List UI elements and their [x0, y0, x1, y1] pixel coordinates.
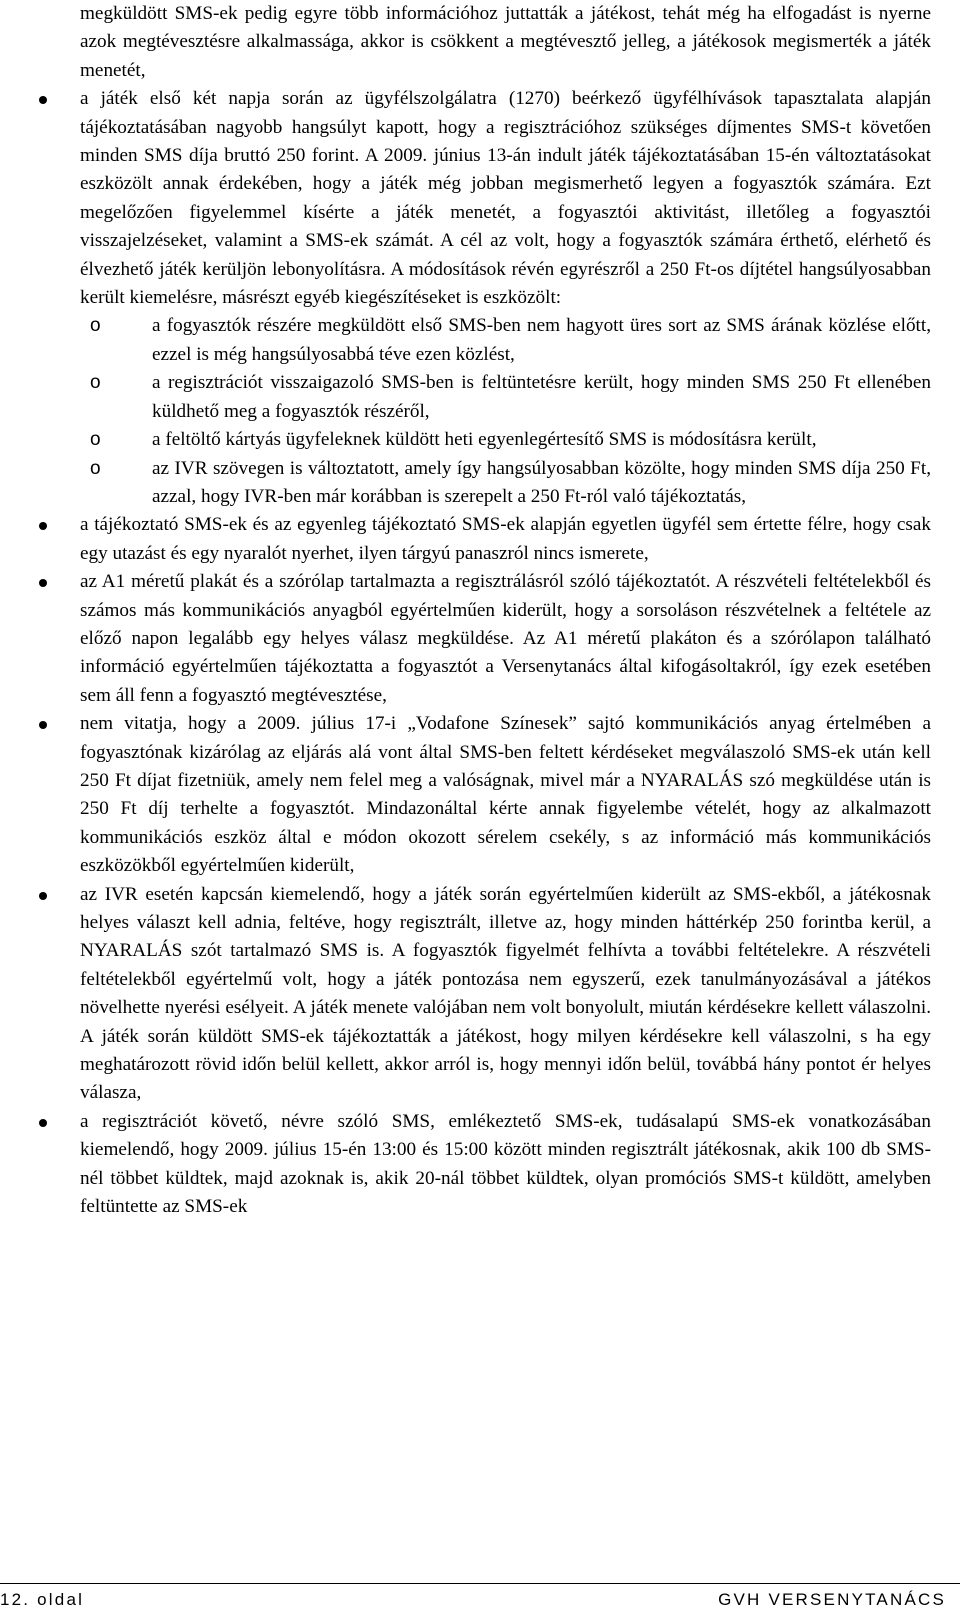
list-item-text: az IVR esetén kapcsán kiemelendő, hogy a játék során egyértelműen kiderült az SMS-ekből, a játékosnak helyes választ kell adnia, feltéve, hogy regisztrált, illetve az, hogy minden háttérkép 250 forintba kerül, a NYARALÁS szót tartalmazó SMS is. A fogyasztók figyelmét felhívta a további feltételekre. A részvételi feltételekből egyértelmű volt, hogy a játék pontozása nem egyszerű, ezek tanulmányozásával a játékos növelhette nyerési esélyeit. A játék menete valójában nem volt bonyolult, miután kérdésekre kellett válaszolni. A játék során küldött SMS-ek tájékoztatták a játékost, hogy milyen kérdésekre kell válaszolni, s ha egy meghatározott rövid időn belül kellett, akkor arról is, hogy mennyi időn belül, továbbá hány pontot ér helyes válasza,: [80, 883, 931, 1104]
sub-list-item: [90, 455, 931, 512]
bullet-icon: [39, 522, 47, 530]
bullet-list: [80, 85, 931, 1221]
footer-organization: GVH VERSENYTANÁCS: [718, 1590, 946, 1609]
list-item-text: az A1 méretű plakát és a szórólap tartalmazta a regisztrálásról szóló tájékoztatót. A részvételi feltételekből és számos más kommunikációs anyagból egyértelműen kiderült, hogy a sorsoláson részvételnek a feltétele az előző napon legalább egy helyes válasz megküldése. Az A1 méretű plakáton és a szórólapon található információ egyértelműen tájékoztatta a fogyasztót a Versenytanács által kifogásoltakról, így ezek esetében sem áll fenn a fogyasztó megtévesztése,: [80, 571, 931, 706]
bullet-icon: [39, 579, 47, 587]
sub-list: [80, 312, 931, 511]
lead-paragraph: megküldött SMS-ek pedig egyre több információhoz juttatták a játékost, tehát még ha elfogadást is nyerne azok megtévesztésre alkalmassága, akkor is csökkent a megtévesztő jelleg, a játékosok megismerték a játék menetét,: [80, 3, 931, 81]
bullet-icon: [39, 96, 47, 104]
list-item-text: a játék első két napja során az ügyfélszolgálatra (1270) beérkező ügyfélhívások tapasztalata alapján tájékoztatásában nagyobb hangsúlyt kapott, hogy a regisztrációhoz szükséges díjmentes SMS-t követően minden SMS díja bruttó 250 forint. A 2009. június 13-án indult játék tájékoztatásában 15-én változtatásokat eszközölt annak érdekében, hogy a játék még jobban megismerhető legyen a fogyasztók számára. Ezt megelőzően figyelemmel kísérte a játék menetét, a fogyasztói aktivitást, illetőleg a fogyasztói visszajelzéseket, valamint a SMS-ek számát. A cél az volt, hogy a fogyasztók számára érthető, elérhető és élvezhető játék kerüljön lebonyolításra. A módosítások révén egyrészről a 250 Ft-os díjtétel hangsúlyosabban került kiemelésre, másrészt egyéb kiegészítéseket is eszközölt:: [80, 88, 931, 309]
list-item-text: a tájékoztató SMS-ek és az egyenleg tájékoztató SMS-ek alapján egyetlen ügyfél sem értette félre, hogy csak egy utazást és egy nyaralót nyerhet, ilyen tárgyú panaszról nincs ismerete,: [80, 514, 931, 564]
list-item: [80, 1108, 931, 1222]
circle-bullet-icon: o: [90, 315, 101, 337]
circle-bullet-icon: o: [90, 429, 101, 451]
sub-list-item: [90, 369, 931, 426]
sub-list-item-text: a regisztrációt visszaigazoló SMS-ben is feltüntetésre került, hogy minden SMS 250 Ft ellenében küldhető meg a fogyasztók részéről,: [152, 372, 931, 422]
body-text: [80, 0, 931, 1221]
sub-list-item: [90, 312, 931, 369]
sub-list-item-text: a fogyasztók részére megküldött első SMS-ben nem hagyott üres sort az SMS árának közlése előtt, ezzel is még hangsúlyosabbá téve ezen közlést,: [152, 315, 931, 365]
bullet-icon: [39, 1119, 47, 1127]
sub-list-item: [90, 426, 931, 454]
list-item: [80, 511, 931, 568]
circle-bullet-icon: o: [90, 372, 101, 394]
bullet-icon: [39, 721, 47, 729]
list-item: [80, 85, 931, 511]
circle-bullet-icon: o: [90, 457, 101, 479]
sub-list-item-text: a feltöltő kártyás ügyfeleknek küldött heti egyenlegértesítő SMS is módosításra került,: [152, 429, 817, 451]
list-item: [80, 568, 931, 710]
list-item: [80, 881, 931, 1108]
list-item-text: a regisztrációt követő, névre szóló SMS, emlékeztető SMS-ek, tudásalapú SMS-ek vonatkozásában kiemelendő, hogy 2009. július 15-én 13:00 és 15:00 között minden regisztrált játékosnak, akik 100 db SMS-nél többet küldtek, majd azoknak is, akik 20-nál többet küldtek, olyan promóciós SMS-t küldött, amelyben feltüntette az SMS-ek: [80, 1110, 931, 1218]
footer-divider: [0, 1583, 960, 1584]
list-item: [80, 710, 931, 880]
sub-list-item-text: az IVR szövegen is változtatott, amely így hangsúlyosabban közölte, hogy minden SMS díja 250 Ft, azzal, hogy IVR-ben már korábban is szerepelt a 250 Ft-ról való tájékoztatás,: [152, 457, 931, 507]
bullet-icon: [39, 892, 47, 900]
list-item-text: nem vitatja, hogy a 2009. július 17-i „Vodafone Színesek” sajtó kommunikációs anyag értelmében a fogyasztónak kizárólag az eljárás alá vont által SMS-ben feltett kérdéseket megválaszoló SMS-ek után kell 250 Ft díjat fizetniük, amely nem felel meg a valóságnak, mivel már a NYARALÁS szó megküldése után is 250 Ft díj terhelte a fogyasztót. Mindazonáltal kérte annak figyelembe vételét, hogy az alkalmazott kommunikációs eszköz által e módon okozott sérelem csekély, s az információ más kommunikációs eszközökből egyértelműen kiderült,: [80, 713, 931, 877]
page-number: 12. oldal: [0, 1590, 85, 1609]
